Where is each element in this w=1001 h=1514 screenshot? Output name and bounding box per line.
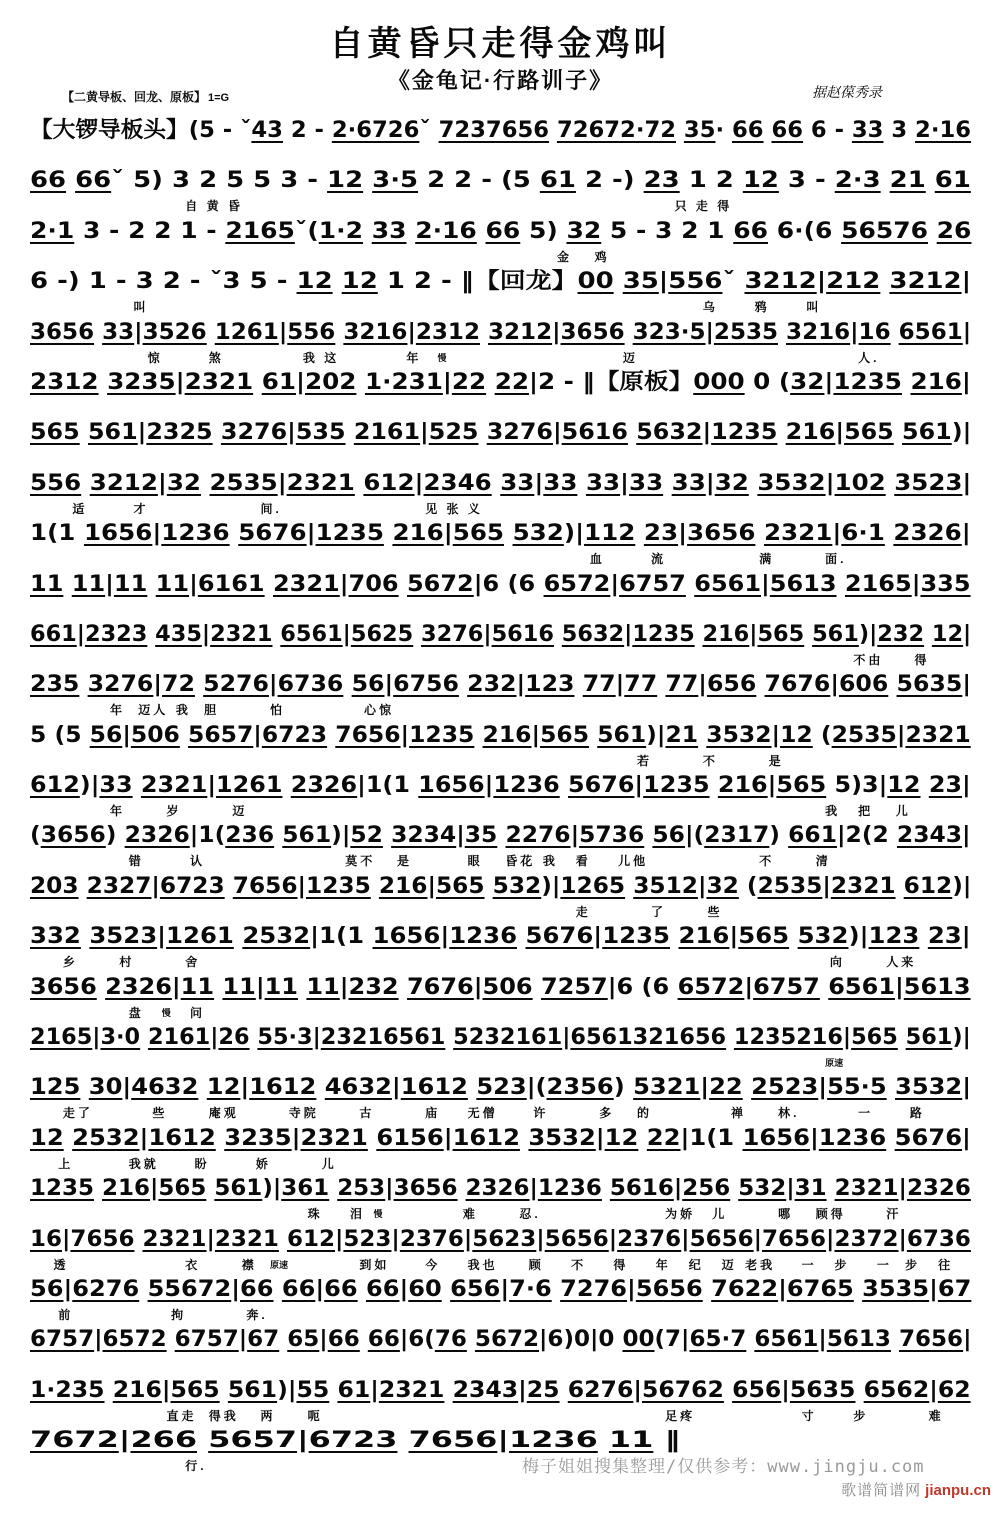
lyric-word: 行. bbox=[185, 1459, 207, 1474]
lyrics-row bbox=[30, 1054, 971, 1070]
lyric-word: 些 bbox=[152, 1106, 168, 1121]
lyric-word: 古 bbox=[359, 1106, 375, 1121]
lyric-word: 我 bbox=[542, 854, 558, 869]
lyric-word: 奔. bbox=[246, 1307, 268, 1322]
score-line bbox=[30, 316, 971, 366]
lyric-word: 盼 bbox=[194, 1156, 210, 1171]
lyric-word: 儿 bbox=[712, 1207, 728, 1222]
lyric-word: 满 bbox=[759, 552, 775, 567]
lyric-word: 庙 bbox=[425, 1106, 441, 1121]
notation-text: 3656 2326|11 11|11 11|232 7676|506 7257|6 (6 6572|6757 6561|5613 bbox=[30, 974, 971, 1000]
notation-text: 1·235 216|565 561)|55 61|2321 2343|25 6276|56762 656|5635 6562|62 bbox=[30, 1377, 971, 1403]
lyric-word: 两 bbox=[260, 1408, 276, 1423]
lyrics-row bbox=[30, 1104, 971, 1120]
lyric-word: 路 bbox=[909, 1106, 925, 1121]
lyric-word: 走 bbox=[575, 904, 591, 919]
tempo-annotation: 慢 bbox=[161, 1007, 171, 1018]
lyrics-row bbox=[30, 752, 971, 768]
lyric-word: 一 bbox=[801, 1257, 817, 1272]
lyric-word: 才 bbox=[133, 501, 149, 516]
lyrics-row bbox=[30, 550, 971, 566]
lyric-word: 泪 bbox=[349, 1207, 365, 1222]
tempo-annotation: 慢 bbox=[437, 352, 447, 363]
lyric-word: 得 bbox=[613, 1257, 629, 1272]
lyric-word: 岁 bbox=[166, 804, 182, 819]
notation-text: 235 3276|72 5276|6736 56|6756 232|123 77|77 77|656 7676|606 5635| bbox=[30, 672, 971, 698]
lyric-word: 庵观 bbox=[208, 1106, 239, 1121]
lyric-word: 步 bbox=[905, 1257, 921, 1272]
lyric-word: 前 bbox=[58, 1307, 74, 1322]
lyric-word: 走了 bbox=[62, 1106, 93, 1121]
lyric-word: 胆 bbox=[204, 703, 220, 718]
notation-text: 6 -) 1 - 3 2 - ˇ3 5 - 12 12 1 2 - ‖【回龙】00 35|556ˇ 3212|212 3212| bbox=[30, 269, 972, 295]
lyrics-row bbox=[30, 1155, 971, 1171]
site-name: 歌谱简谱网 bbox=[841, 1482, 922, 1499]
lyric-word: 我 这 bbox=[302, 350, 340, 365]
lyric-word: 人来 bbox=[886, 955, 917, 970]
score-line bbox=[30, 819, 971, 869]
lyric-word: 拘 bbox=[171, 1307, 187, 1322]
lyrics-row bbox=[30, 651, 971, 667]
notation-text: 5 (5 56|506 5657|6723 7656|1235 216|565 561)|21 3532|12 (2535|2321 bbox=[30, 722, 971, 748]
lyrics-row bbox=[30, 1004, 971, 1020]
lyrics-row bbox=[30, 1256, 971, 1272]
score-line bbox=[30, 215, 971, 265]
lyric-word: 昏花 bbox=[505, 854, 536, 869]
lyric-word: 清 bbox=[815, 854, 831, 869]
score-line bbox=[30, 164, 971, 214]
lyric-word: 间. bbox=[260, 501, 282, 516]
lyric-word: 我 bbox=[175, 703, 191, 718]
notation-text: 1(1 1656|1236 5676|1235 216|565 532)|112 23|3656 2321|6·1 2326| bbox=[30, 521, 971, 547]
lyric-word: 金 bbox=[556, 249, 572, 264]
lyric-word: 年 bbox=[109, 703, 125, 718]
lyric-word: 儿他 bbox=[618, 854, 649, 869]
lyric-word: 顾得 bbox=[815, 1207, 846, 1222]
lyrics-row bbox=[30, 1205, 971, 1221]
lyric-word: 了 bbox=[651, 904, 667, 919]
notation-text: 12 2532|1612 3235|2321 6156|1612 3532|12 22|1(1 1656|1236 5676| bbox=[30, 1125, 971, 1151]
notation-text: 2·1 3 - 2 2 1 - 2165ˇ(1·2 33 2·16 66 5) 32 5 - 3 2 1 66 6·(6 56576 26 bbox=[30, 218, 972, 244]
lyric-word: 林. bbox=[778, 1106, 800, 1121]
lyric-word: 襟 bbox=[241, 1257, 257, 1272]
notation-text: 2312 3235|2321 61|202 1·231|22 22|2 - ‖【原板】000 0 (32|1235 216| bbox=[30, 369, 971, 395]
lyrics-row bbox=[30, 1356, 971, 1372]
lyric-word: 惊 bbox=[147, 350, 163, 365]
lyric-word: 见 张 义 bbox=[425, 501, 483, 516]
lyric-word: 纪 bbox=[688, 1257, 704, 1272]
lyric-word: 年 bbox=[655, 1257, 671, 1272]
lyric-word: 禅 bbox=[731, 1106, 747, 1121]
lyrics-row bbox=[30, 349, 971, 365]
lyric-word: 盘 bbox=[128, 1005, 144, 1020]
page-title: 自黄昏只走得金鸡叫 bbox=[329, 25, 672, 63]
notation-text: 56|6276 55672|66 66|66 66|60 656|7·6 7276|5656 7622|6765 3535|67 bbox=[30, 1276, 972, 1302]
mode-label: 【二黄导板、回龙、原板】 bbox=[62, 90, 207, 104]
score-line bbox=[30, 719, 971, 769]
score-line bbox=[30, 114, 971, 164]
lyric-word: 无僧 bbox=[467, 1106, 498, 1121]
score-line bbox=[30, 568, 971, 618]
key-signature: 1=G bbox=[208, 92, 230, 104]
lyric-word: 莫不 bbox=[345, 854, 376, 869]
site-credit bbox=[841, 1479, 991, 1500]
lyric-word: 舍 bbox=[185, 955, 201, 970]
lyric-word: 许 bbox=[533, 1106, 549, 1121]
notation-text: 661|2323 435|2321 6561|5625 3276|5616 5632|1235 216|565 561)|232 12| bbox=[30, 621, 972, 647]
notation-text: 6757|6572 6757|67 65|66 66|6(76 5672|6)0|0 00(7|65·7 6561|5613 7656| bbox=[30, 1327, 972, 1353]
lyric-word: 足疼 bbox=[665, 1408, 696, 1423]
score-line bbox=[30, 517, 971, 567]
lyric-word: 难 bbox=[462, 1207, 478, 1222]
lyric-word: 适 bbox=[72, 501, 88, 516]
lyrics-row bbox=[30, 197, 971, 213]
score-line bbox=[30, 1323, 971, 1373]
notation-text: 556 3212|32 2535|2321 612|2346 33|33 33|33 33|32 3532|102 3523| bbox=[30, 470, 972, 496]
lyric-word: 是 bbox=[768, 753, 784, 768]
lyrics-row bbox=[30, 298, 971, 314]
score-line bbox=[30, 920, 971, 970]
score-body bbox=[30, 114, 971, 1475]
lyric-word: 儿 bbox=[895, 804, 911, 819]
lyric-word: 鸡 bbox=[594, 249, 610, 264]
lyric-word: 若 bbox=[636, 753, 652, 768]
lyric-word: 我也 bbox=[467, 1257, 498, 1272]
lyric-word: 往 bbox=[938, 1257, 954, 1272]
lyric-word: 寸 bbox=[801, 1408, 817, 1423]
lyric-word: 汗 bbox=[886, 1207, 902, 1222]
notation-text: 3656 33|3526 1261|556 3216|2312 3212|3656 323·5|2535 3216|16 6561| bbox=[30, 319, 972, 345]
lyric-word: 鸦 bbox=[754, 300, 770, 315]
lyric-word: 不 bbox=[759, 854, 775, 869]
lyric-word: 煞 bbox=[208, 350, 224, 365]
score-line bbox=[30, 668, 971, 718]
score-line bbox=[30, 1122, 971, 1172]
lyric-word: 叫 bbox=[133, 300, 149, 315]
notation-text: 565 561|2325 3276|535 2161|525 3276|5616 5632|1235 216|565 561)| bbox=[30, 420, 972, 446]
lyric-word: 我 bbox=[825, 804, 841, 819]
score-line bbox=[30, 618, 971, 668]
lyric-word: 迈 bbox=[721, 1257, 737, 1272]
lyric-word: 老我 bbox=[745, 1257, 776, 1272]
lyric-word: 认 bbox=[189, 854, 205, 869]
notation-text: 11 11|11 11|6161 2321|706 5672|6 (6 6572|6757 6561|5613 2165|335 bbox=[30, 571, 971, 597]
lyric-word: 迈 bbox=[232, 804, 248, 819]
lyric-word: 血 bbox=[589, 552, 605, 567]
lyric-word: 衣 bbox=[185, 1257, 201, 1272]
notation-text: 125 30|4632 12|1612 4632|1612 523|(2356) 5321|22 2523|55·5 3532| bbox=[30, 1075, 972, 1101]
notation-text: 203 2327|6723 7656|1235 216|565 532)|1265 3512|32 (2535|2321 612)| bbox=[30, 873, 972, 899]
score-line bbox=[30, 1273, 971, 1323]
lyric-word: 乌 bbox=[702, 300, 718, 315]
notation-text: 332 3523|1261 2532|1(1 1656|1236 5676|1235 216|565 532)|123 23| bbox=[30, 924, 971, 950]
lyric-word: 步 bbox=[834, 1257, 850, 1272]
score-line bbox=[30, 971, 971, 1021]
lyrics-row bbox=[30, 1306, 971, 1322]
lyric-word: 顾 bbox=[528, 1257, 544, 1272]
lyric-word: 不 bbox=[571, 1257, 587, 1272]
lyric-word: 乡 bbox=[62, 955, 78, 970]
notation-text: (3656) 2326|1(236 561)|52 3234|35 2276|5736 56|(2317) 661|2(2 2343| bbox=[30, 823, 971, 849]
lyrics-row bbox=[30, 601, 971, 617]
score-line bbox=[30, 870, 971, 920]
site-domain: jianpu.cn bbox=[925, 1482, 991, 1499]
lyric-word: 一 bbox=[876, 1257, 892, 1272]
lyric-word: 我就 bbox=[128, 1156, 159, 1171]
notation-text: 16|7656 2321|2321 612|523|2376|5623|5656|2376|5656|7656|2372|6736 bbox=[30, 1226, 971, 1252]
notation-text: 【大锣导板头】(5 - ˇ43 2 - 2·6726ˇ 7237656 72672·72 35· 66 66 6 - 33 3 2·16 bbox=[30, 118, 971, 143]
tempo-annotation: 慢 bbox=[373, 1209, 383, 1220]
lyric-word: 面. bbox=[825, 552, 847, 567]
lyric-word: 得我 bbox=[208, 1408, 239, 1423]
lyric-word: 看 bbox=[575, 854, 591, 869]
lyric-word: 心惊 bbox=[364, 703, 395, 718]
lyric-word: 流 bbox=[651, 552, 667, 567]
lyric-word: 问 bbox=[189, 1005, 205, 1020]
score-line bbox=[30, 769, 971, 819]
lyrics-row bbox=[30, 248, 971, 264]
lyric-word: 不 bbox=[702, 753, 718, 768]
lyric-word: 自 黄 昏 bbox=[185, 199, 243, 214]
mode-and-key bbox=[62, 88, 229, 105]
lyric-word: 得 bbox=[914, 652, 930, 667]
lyric-word: 把 bbox=[858, 804, 874, 819]
tempo-annotation: 原速 bbox=[825, 1058, 844, 1069]
lyrics-row bbox=[30, 399, 971, 415]
lyric-word: 人. bbox=[858, 350, 880, 365]
lyric-word: 些 bbox=[707, 904, 723, 919]
lyric-word: 直走 bbox=[166, 1408, 197, 1423]
lyric-word: 迈人 bbox=[138, 703, 169, 718]
score-line bbox=[30, 1071, 971, 1121]
score-line bbox=[30, 1021, 971, 1071]
lyrics-row bbox=[30, 500, 971, 516]
lyrics-row bbox=[30, 147, 971, 163]
score-line bbox=[30, 416, 971, 466]
lyric-word: 珠 bbox=[307, 1207, 323, 1222]
score-line bbox=[30, 1223, 971, 1273]
notation-text: 2165|3·0 2161|26 55·3|23216561 5232161|6561321656 1235216|565 561)| bbox=[30, 1025, 971, 1051]
lyric-word: 不由 bbox=[853, 652, 884, 667]
lyric-word: 村 bbox=[119, 955, 135, 970]
lyric-word: 只 走 得 bbox=[674, 199, 733, 214]
lyric-word: 多 bbox=[599, 1106, 615, 1121]
score-line bbox=[30, 467, 971, 517]
page-subtitle: 《金龟记·行路训子》 bbox=[387, 68, 614, 93]
lyric-word: 年 bbox=[109, 804, 125, 819]
lyric-word: 今 bbox=[425, 1257, 441, 1272]
lyric-word: 为娇 bbox=[665, 1207, 696, 1222]
lyric-word: 儿 bbox=[321, 1156, 337, 1171]
lyric-word: 上 bbox=[58, 1156, 74, 1171]
lyric-word: 哪 bbox=[778, 1207, 794, 1222]
lyric-word: 是 bbox=[396, 854, 412, 869]
lyric-word: 步 bbox=[853, 1408, 869, 1423]
lyric-word: 一 bbox=[858, 1106, 874, 1121]
lyric-word: 怕 bbox=[269, 703, 285, 718]
score-line bbox=[30, 1374, 971, 1424]
lyric-word: 娇 bbox=[255, 1156, 271, 1171]
lyrics-row bbox=[30, 701, 971, 717]
lyric-word: 呃 bbox=[307, 1408, 323, 1423]
lyrics-row bbox=[30, 903, 971, 919]
lyric-word: 叫 bbox=[806, 300, 822, 315]
lyric-word: 眼 bbox=[467, 854, 483, 869]
lyric-word: 错 bbox=[128, 854, 144, 869]
lyric-word: 的 bbox=[636, 1106, 652, 1121]
lyrics-row bbox=[30, 953, 971, 969]
lyrics-row bbox=[30, 449, 971, 465]
lyric-word: 向 bbox=[829, 955, 845, 970]
score-line bbox=[30, 265, 971, 315]
watermark-credit: 梅子姐姐搜集整理/仅供参考：www.jingju.com bbox=[522, 1457, 925, 1477]
notation-text: 7672|266 5657|6723 7656|1236 11 ‖ bbox=[30, 1428, 681, 1454]
lyrics-row bbox=[30, 802, 971, 818]
lyric-word: 迈 bbox=[622, 350, 638, 365]
source-note: 据赵葆秀录 bbox=[812, 86, 882, 101]
lyric-word: 透 bbox=[53, 1257, 69, 1272]
notation-text: 612)|33 2321|1261 2326|1(1 1656|1236 5676|1235 216|565 5)3|12 23| bbox=[30, 773, 971, 799]
notation-text: 66 66ˇ 5) 3 2 5 5 3 - 12 3·5 2 2 - (5 61 2 -) 23 1 2 12 3 - 2·3 21 61 bbox=[30, 168, 971, 194]
lyric-word: 忍. bbox=[519, 1207, 541, 1222]
tempo-annotation: 原速 bbox=[269, 1259, 288, 1270]
score-line bbox=[30, 1172, 971, 1222]
score-line bbox=[30, 366, 971, 416]
lyrics-row bbox=[30, 852, 971, 868]
lyric-word: 到如 bbox=[359, 1257, 390, 1272]
notation-text: 1235 216|565 561)|361 253|3656 2326|1236 5616|256 532|31 2321|2326 bbox=[30, 1176, 971, 1202]
lyric-word: 难 bbox=[928, 1408, 944, 1423]
lyrics-row bbox=[30, 1407, 971, 1423]
lyric-word: 寺院 bbox=[288, 1106, 319, 1121]
lyric-word: 年 bbox=[406, 350, 422, 365]
